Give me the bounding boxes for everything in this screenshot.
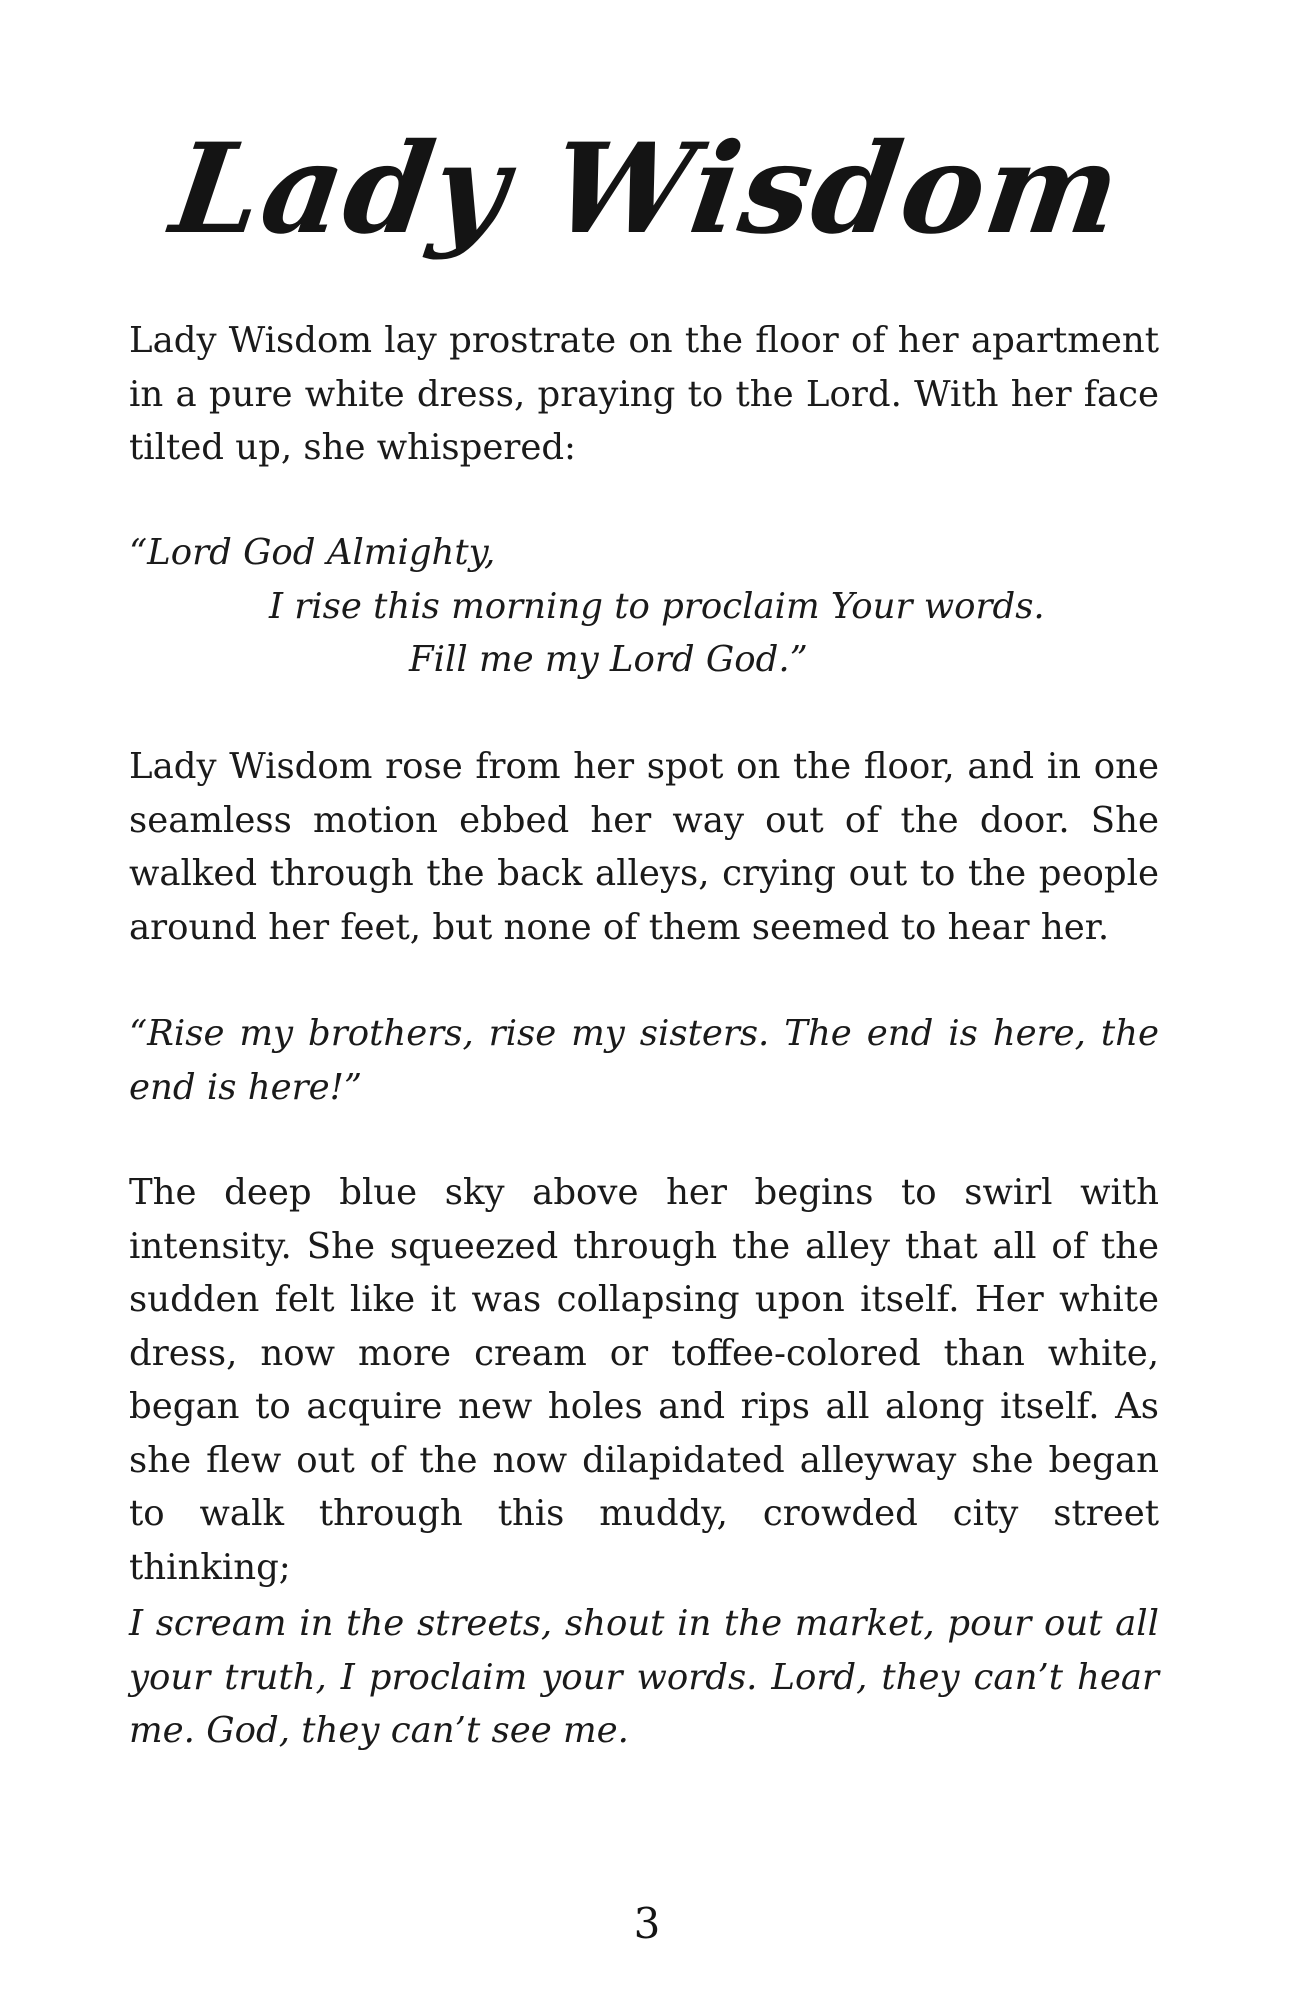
- paragraph-opening: Lady Wisdom lay prostrate on the floor of her apartment in a pure white dress, praying to the Lord. With her face tilted up, she whispered:: [129, 320, 1159, 468]
- paragraph-cry-out: “Rise my brothers, rise my sisters. The end is here, the end is here!”: [129, 1013, 1159, 1108]
- paragraph-thoughts: I scream in the streets, shout in the market, pour out all your truth, I proclaim your words. Lord, they can’t hear me. God, they can’t see me.: [129, 1603, 1159, 1751]
- page-number: 3: [633, 1899, 661, 1948]
- paragraph-sky: The deep blue sky above her begins to swirl with intensity. She squeezed through the alley that all of the sudden felt like it was collapsing upon itself. Her white dress, now more cream or toffee-colored than white, began to acquire new holes and rips all along itself. As she flew out of the now dilapidated alleyway she began to walk through this muddy, crowded city street thinking;: [129, 1172, 1159, 1588]
- chapter-title: Lady Wisdom: [163, 117, 1131, 262]
- prayer-line: I rise this morning to proclaim Your words.: [269, 585, 1045, 627]
- prayer-line: Fill me my Lord God.”: [409, 639, 808, 680]
- prayer-line: “Lord God Almighty,: [129, 532, 496, 573]
- prayer-block: [129, 526, 1159, 687]
- paragraph-alleys: Lady Wisdom rose from her spot on the floor, and in one seamless motion ebbed her way out of the door. She walked through the back alleys, crying out to the people around her feet, but none of them seemed to hear her.: [129, 746, 1159, 948]
